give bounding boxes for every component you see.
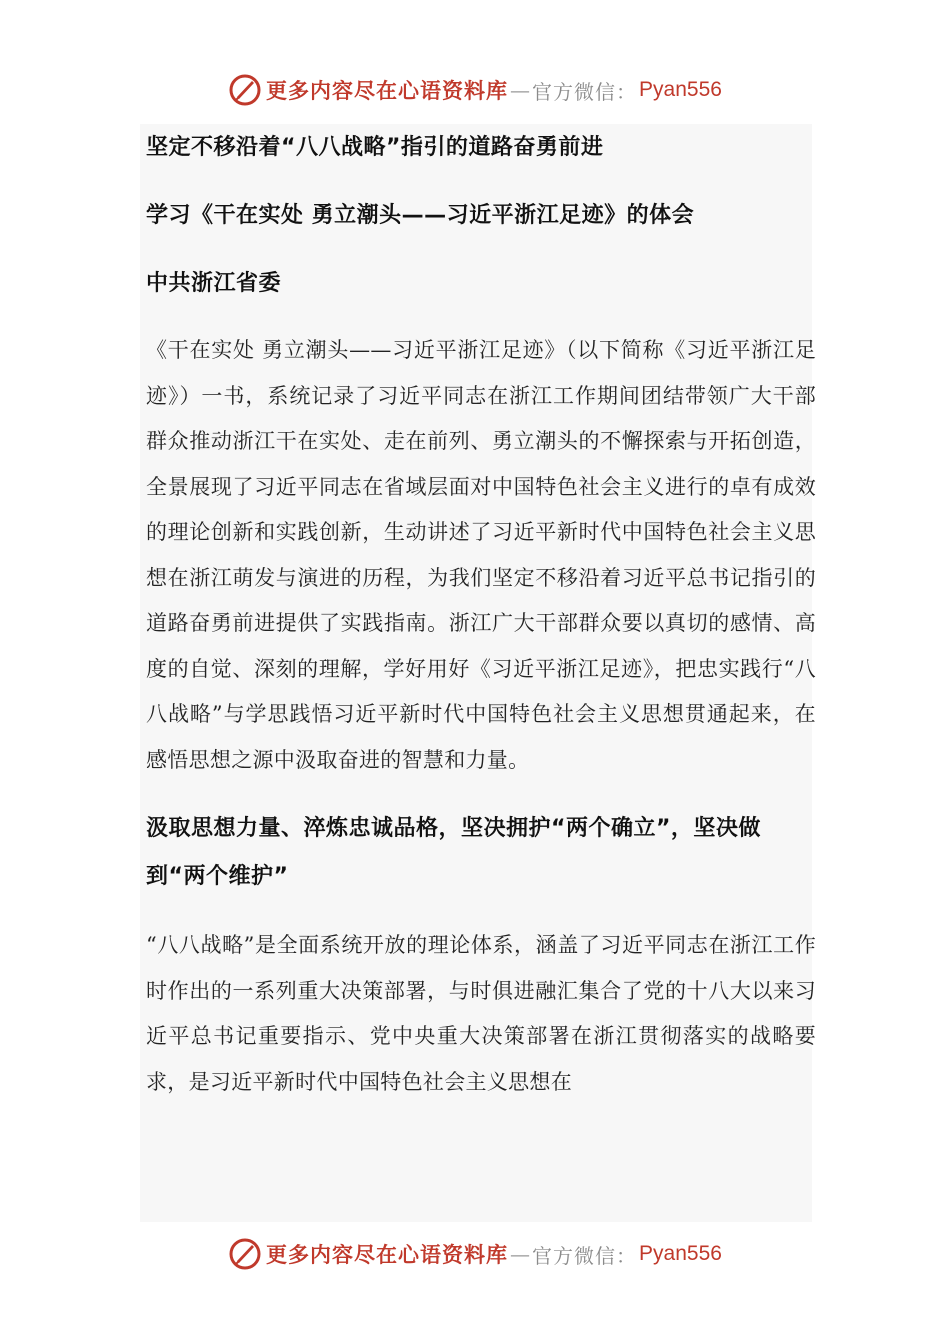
watermark-main: 更多内容尽在心语资料库	[266, 78, 509, 103]
watermark-banner-bottom	[0, 1232, 950, 1276]
document-author: 中共浙江省委	[146, 271, 282, 296]
watermark-id: Pyan556	[639, 78, 722, 101]
watermark-dash: —	[510, 78, 531, 102]
watermark-banner-top	[0, 68, 950, 112]
paragraph-section1: “八八战略”是全面系统开放的理论体系，涵盖了习近平同志在浙江工作时作出的一系列重大决策部署，与时俱进融汇集合了党的十八大以来习近平总书记重要指示、党中央重大决策部署在浙江贯彻落实的战略要求，是习近平新时代中国特色社会主义思想在	[146, 933, 816, 1094]
document-subtitle: 学习《干在实处 勇立潮头——习近平浙江足迹》的体会	[146, 203, 695, 228]
watermark-sub: 官方微信：	[532, 79, 638, 104]
watermark-sub: 官方微信：	[532, 1243, 638, 1268]
document-content	[146, 124, 816, 1105]
section-heading: 汲取思想力量、淬炼忠诚品格，坚决拥护“两个确立”，坚决做到“两个维护”	[146, 816, 761, 889]
watermark-main: 更多内容尽在心语资料库	[266, 1242, 509, 1267]
watermark-id: Pyan556	[639, 1242, 722, 1265]
paragraph-intro: 《干在实处 勇立潮头——习近平浙江足迹》（以下简称《习近平浙江足迹》）一书，系统记录了习近平同志在浙江工作期间团结带领广大干部群众推动浙江干在实处、走在前列、勇立潮头的不懈探索与开拓创造，全景展现了习近平同志在省域层面对中国特色社会主义进行的卓有成效的理论创新和实践创新，生动讲述了习近平新时代中国特色社会主义思想在浙江萌发与演进的历程，为我们坚定不移沿着习近平总书记指引的道路奋勇前进提供了实践指南。浙江广大干部群众要以真切的感情、高度的自觉、深刻的理解，学好用好《习近平浙江足迹》，把忠实践行“八八战略”与学思践悟习近平新时代中国特色社会主义思想贯通起来，在感悟思想之源中汲取奋进的智慧和力量。	[146, 338, 816, 772]
document-title: 坚定不移沿着“八八战略”指引的道路奋勇前进	[146, 135, 604, 160]
quill-logo-icon	[228, 1237, 262, 1271]
quill-logo-icon	[228, 73, 262, 107]
watermark-dash: —	[510, 1242, 531, 1266]
